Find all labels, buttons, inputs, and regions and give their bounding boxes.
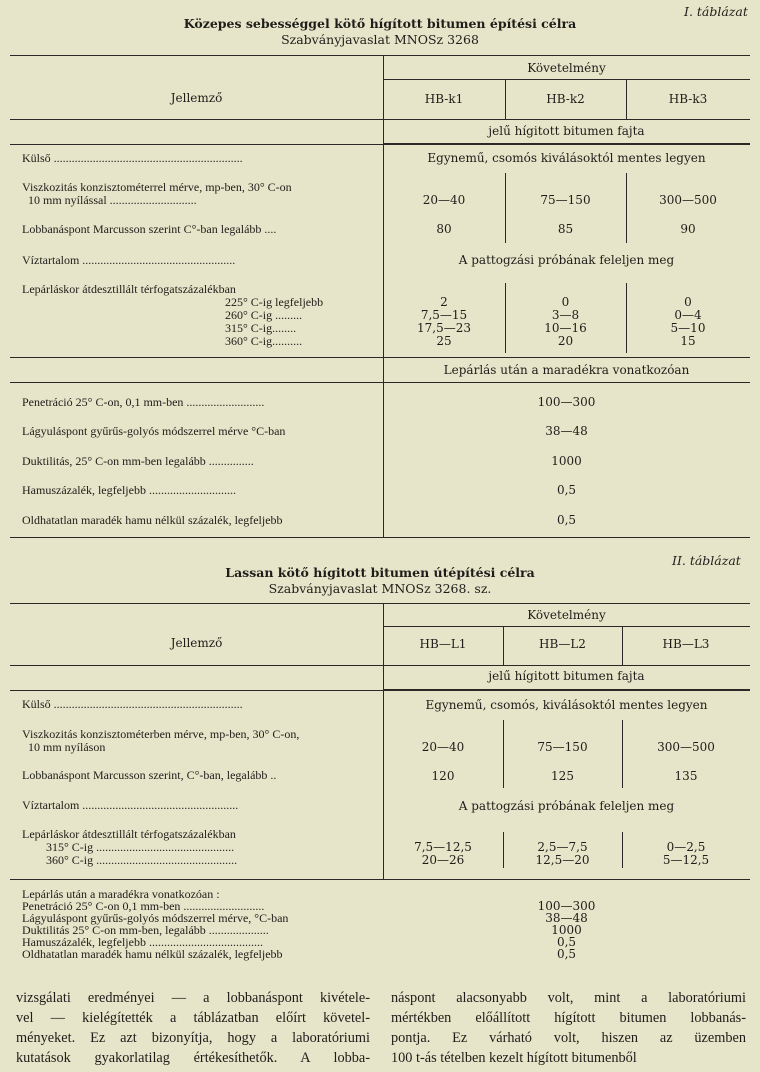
row-value: 7,5—15 bbox=[420, 308, 468, 322]
row-value: 80 bbox=[436, 222, 452, 236]
table-caption: II. táblázat bbox=[672, 553, 741, 568]
header-type-2: HB-k2 bbox=[546, 92, 585, 106]
row-value: 0—2,5 bbox=[666, 840, 706, 854]
row-label-oldhatatlan: Oldhatatlan maradék hamu nélkül százalék, legfeljebb bbox=[22, 513, 283, 527]
row-value: 3—8 bbox=[551, 308, 580, 322]
row-value: 300—500 bbox=[657, 740, 715, 754]
row-value: 1000 bbox=[551, 923, 582, 937]
row-value: 20—26 bbox=[421, 853, 465, 867]
row-value: 0 bbox=[684, 295, 692, 309]
row-label-viztartalom: Víztartalom .................................................... bbox=[22, 798, 239, 812]
header-type-1: HB—L1 bbox=[419, 637, 467, 651]
text-line: 100 t-ás tételben kezelt hígított bitumenből bbox=[391, 1050, 637, 1066]
row-value: 2,5—7,5 bbox=[537, 840, 588, 854]
header-type-3: HB—L3 bbox=[662, 637, 710, 651]
row-label-after: Lepárlás után a maradékra vonatkozóan : bbox=[22, 887, 220, 901]
row-value: 38—48 bbox=[545, 911, 588, 925]
row-value: 38—48 bbox=[545, 424, 588, 438]
text-line: pontja. Ez várható volt, hiszen az üzemben bbox=[391, 1030, 746, 1046]
row-sublabel: 225° C-ig legfeljebb bbox=[225, 295, 324, 309]
row-label-viszkozitas-2: 10 mm nyílással ............................. bbox=[22, 193, 197, 207]
row-label-hamuszazalek: Hamuszázalék, legfeljebb ............................. bbox=[22, 483, 236, 497]
row-value: 12,5—20 bbox=[535, 853, 590, 867]
row-value: 100—300 bbox=[537, 395, 596, 409]
row-value: 300—500 bbox=[659, 193, 717, 207]
row-label-lobbanaspont: Lobbanáspont Marcusson szerint C°-ban legalább .... bbox=[22, 222, 277, 236]
row-value: 25 bbox=[436, 334, 452, 348]
row-value: 5—10 bbox=[670, 321, 706, 335]
header-type-1: HB-k1 bbox=[424, 92, 464, 106]
row-value: 90 bbox=[680, 222, 696, 236]
row-value: 1000 bbox=[551, 454, 582, 468]
row-label: Penetráció 25° C-on 0,1 mm-ben ........................... bbox=[22, 899, 265, 913]
row-value-viztartalom: A pattogzási próbának feleljen meg bbox=[458, 799, 675, 813]
header-kovetelmeny: Követelmény bbox=[527, 608, 606, 622]
row-label-leparlas: Lepárláskor átdesztillált térfogatszázalékban bbox=[22, 827, 236, 841]
header-type-note: jelű hígitott bitumen fajta bbox=[488, 669, 645, 683]
row-value: 75—150 bbox=[540, 193, 591, 207]
row-value-kulso: Egynemű, csomós kiválásoktól mentes legyen bbox=[427, 151, 706, 165]
row-value: 10—16 bbox=[544, 321, 587, 335]
row-value: 85 bbox=[557, 222, 574, 236]
row-value: 20 bbox=[557, 334, 574, 348]
row-sublabel: 315° C-ig........ bbox=[225, 321, 297, 335]
row-label-viszkozitas: Viszkozitás konzisztométerben mérve, mp-ben, 30° C-on, bbox=[22, 727, 300, 741]
table-title: Közepes sebességgel kötő hígított bitumen építési célra bbox=[183, 16, 577, 31]
row-value: 0—4 bbox=[674, 308, 702, 322]
row-label-viztartalom: Víztartalom ................................................... bbox=[22, 253, 236, 267]
text-line: mértékben előállított hígított bitumen lobbanás- bbox=[391, 1010, 746, 1026]
body-text-right bbox=[391, 988, 746, 1068]
row-value: 0 bbox=[561, 295, 570, 309]
row-value-viztartalom: A pattogzási próbának feleljen meg bbox=[458, 253, 675, 267]
row-label-kulso: Külső ............................................................... bbox=[22, 151, 243, 165]
table-title: Lassan kötő hígitott bitumen útépítési célra bbox=[225, 565, 535, 580]
row-value: 17,5—23 bbox=[417, 321, 471, 335]
row-value: 5—12,5 bbox=[662, 853, 710, 867]
text-line: kutatások gyakorlatilag értékesíthetők. A lobba- bbox=[16, 1050, 370, 1066]
row-label-penetracio: Penetráció 25° C-on, 0,1 mm-ben .......................... bbox=[22, 395, 265, 409]
row-label-leparlas: Lepárláskor átdesztillált térfogatszázalékban bbox=[22, 282, 236, 296]
row-value: 100—300 bbox=[537, 899, 596, 913]
row-value: 15 bbox=[680, 334, 696, 348]
row-label-duktilitas: Duktilitás, 25° C-on mm-ben legalább ............... bbox=[22, 454, 254, 468]
row-sublabel: 360° C-ig ............................................... bbox=[46, 853, 238, 867]
row-label-viszkozitas: Viszkozitás konzisztométerrel mérve, mp-ben, 30° C-on bbox=[22, 180, 292, 194]
header-type-2: HB—L2 bbox=[539, 637, 586, 651]
header-type-note: jelű hígitott bitumen fajta bbox=[488, 124, 645, 138]
row-label-viszkozitas-2: 10 mm nyíláson bbox=[22, 740, 106, 754]
row-sublabel: 260° C-ig ......... bbox=[225, 308, 303, 322]
row-value: 20—40 bbox=[422, 193, 466, 207]
header-kovetelmeny: Követelmény bbox=[527, 61, 606, 75]
text-line: vizsgálati eredményei — a lobbanáspont kivétele- bbox=[16, 990, 370, 1006]
row-value: 120 bbox=[431, 769, 455, 783]
table-standard: Szabványjavaslat MNOSz 3268. sz. bbox=[268, 581, 492, 596]
header-type-3: HB-k3 bbox=[668, 92, 708, 106]
header-jellemzo: Jellemző bbox=[170, 636, 223, 650]
text-line: náspont alacsonyabb volt, mint a laboratóriumi bbox=[391, 990, 746, 1006]
row-label: Oldhatatlan maradék hamu nélkül százalék, legfeljebb bbox=[22, 947, 283, 961]
table-caption: I. táblázat bbox=[684, 4, 748, 19]
row-value: 0,5 bbox=[556, 513, 577, 527]
body-text-left bbox=[16, 988, 370, 1068]
row-value: 0,5 bbox=[556, 947, 577, 961]
after-distillation-note: Lepárlás után a maradékra vonatkozóan bbox=[443, 363, 690, 377]
row-value: 75—150 bbox=[537, 740, 588, 754]
row-value: 135 bbox=[674, 769, 698, 783]
row-label: Lágyuláspont gyűrűs-golyós módszerrel mérve, °C-ban bbox=[22, 911, 289, 925]
row-value: 0,5 bbox=[556, 483, 577, 497]
row-label-lagyulaspont: Lágyuláspont gyűrűs-golyós módszerrel mérve °C-ban bbox=[22, 424, 286, 438]
text-line: vel — kielégítették a táblázatban előírt követel- bbox=[16, 1010, 370, 1026]
row-label-kulso: Külső ............................................................... bbox=[22, 697, 243, 711]
table-standard: Szabványjavaslat MNOSz 3268 bbox=[281, 32, 479, 47]
row-label: Duktilitás 25° C-on mm-ben, legalább .................... bbox=[22, 923, 269, 937]
row-value: 20—40 bbox=[421, 740, 465, 754]
row-value: 2 bbox=[440, 295, 448, 309]
header-jellemzo: Jellemző bbox=[170, 91, 223, 105]
row-label-lobbanaspont: Lobbanáspont Marcusson szerint, C°-ban, legalább .. bbox=[22, 768, 277, 782]
row-value-kulso: Egynemű, csomós, kiválásoktól mentes legyen bbox=[425, 698, 708, 712]
row-label: Hamuszázalék, legfeljebb ...................................... bbox=[22, 935, 263, 949]
row-value: 0,5 bbox=[556, 935, 577, 949]
row-sublabel: 315° C-ig .............................................. bbox=[46, 840, 235, 854]
text-line: ményeket. Ez azt bizonyítja, hogy a laboratóriumi bbox=[16, 1030, 370, 1046]
row-value: 7,5—12,5 bbox=[414, 840, 472, 854]
row-value: 125 bbox=[551, 769, 574, 783]
row-sublabel: 360° C-ig.......... bbox=[225, 334, 303, 348]
